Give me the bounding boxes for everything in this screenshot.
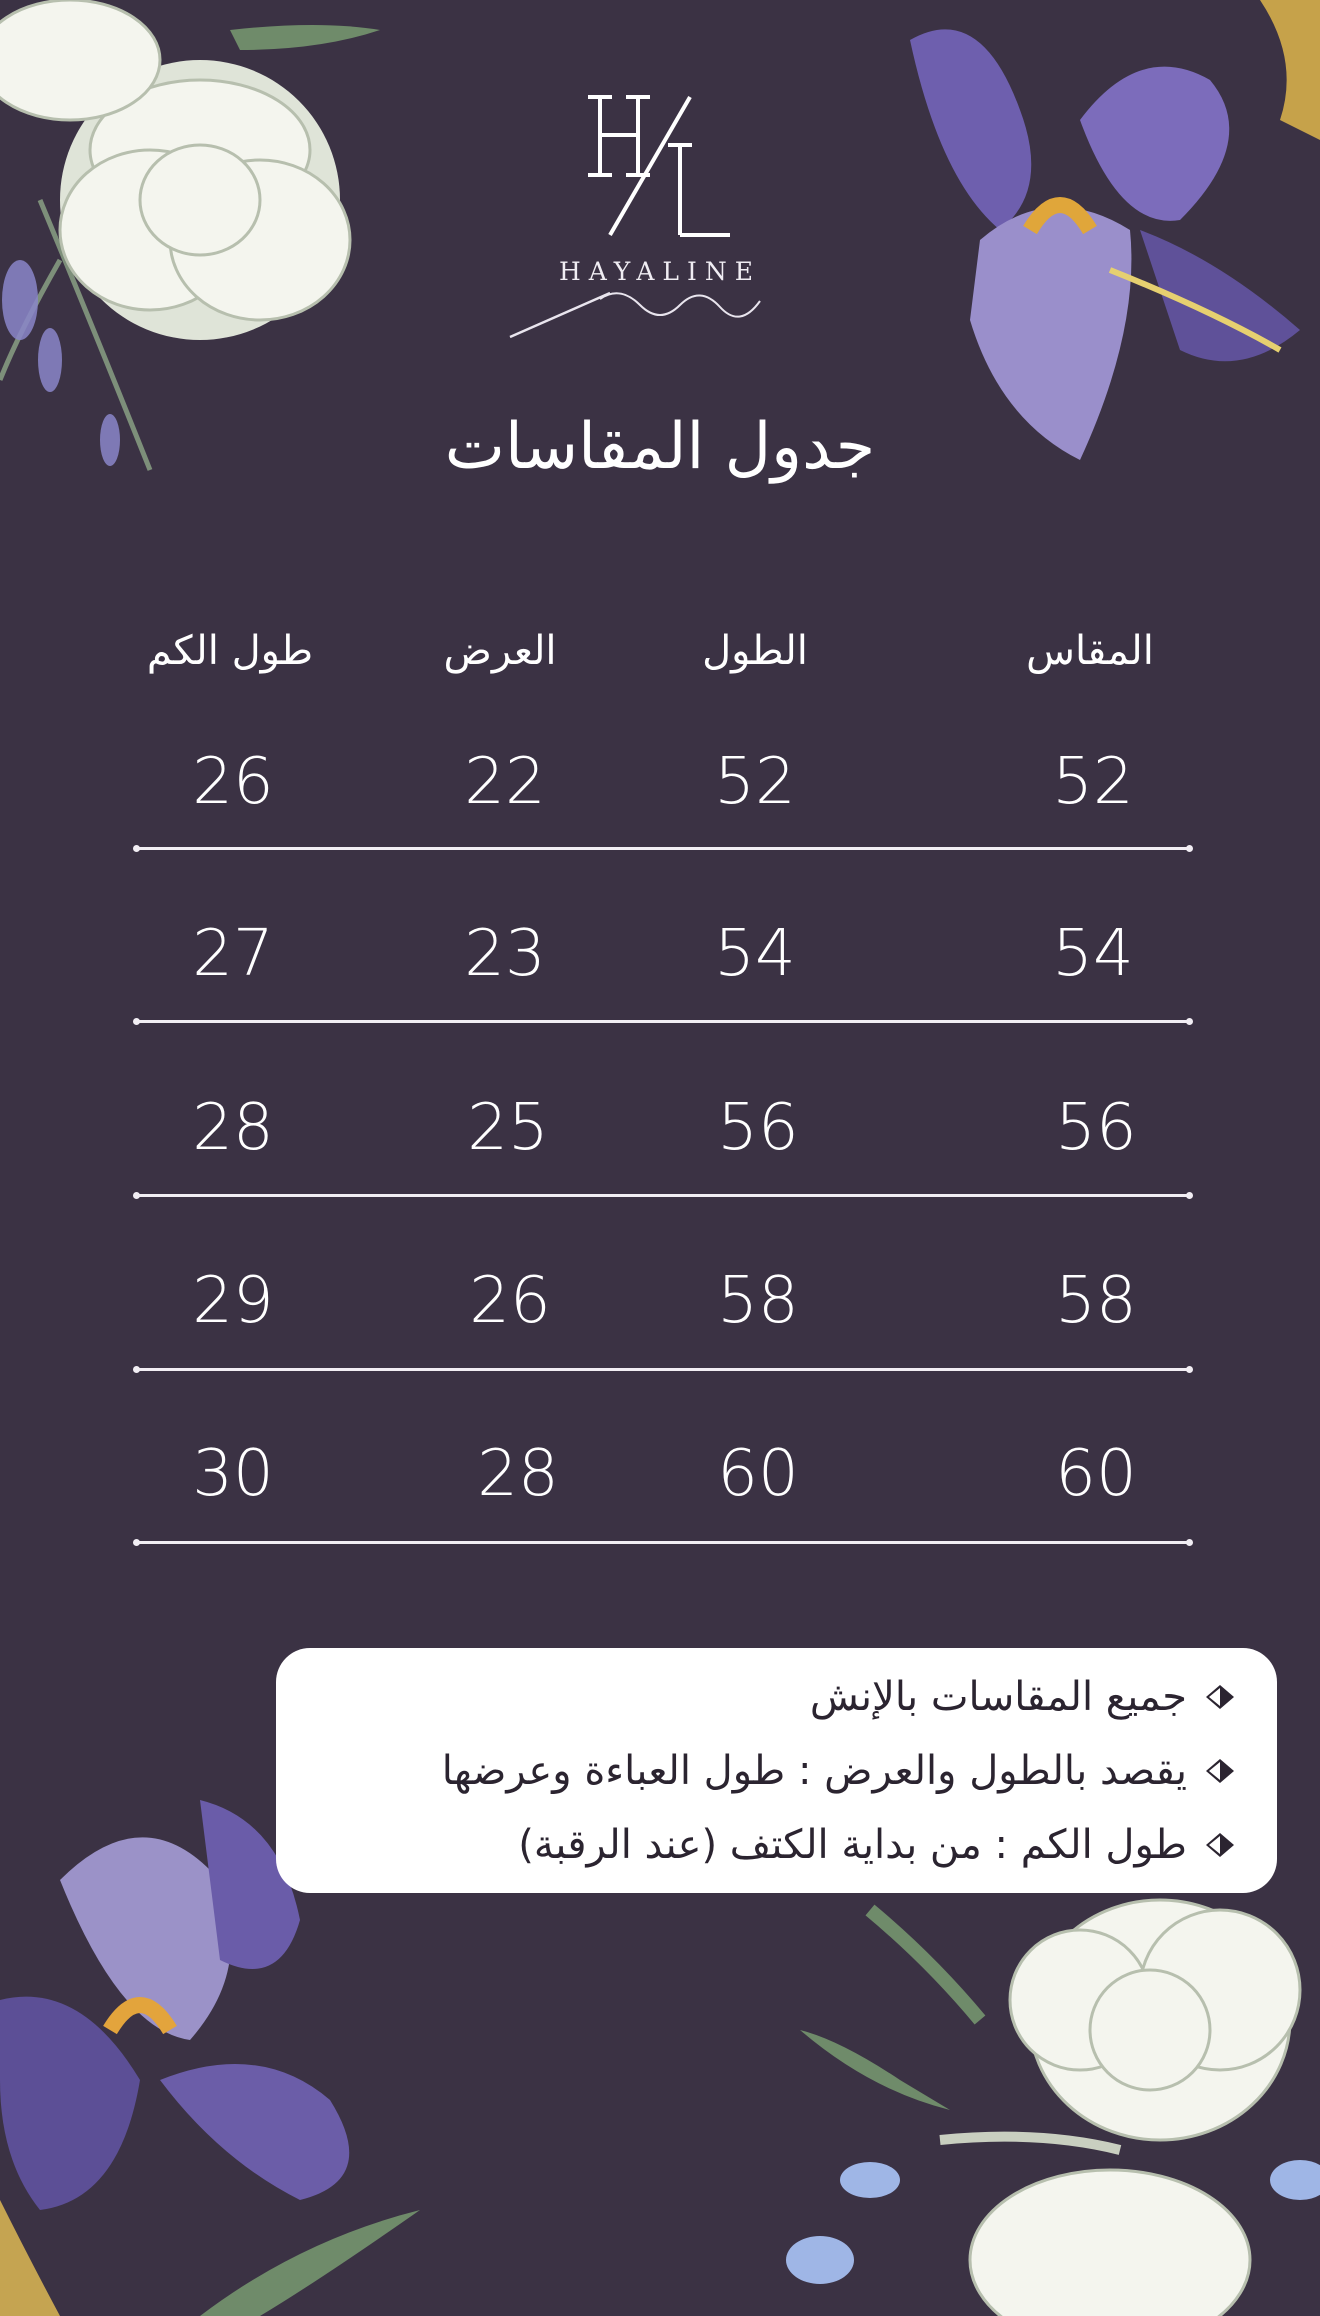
row-divider [136, 1541, 1190, 1544]
diamond-bullet-icon [1203, 1682, 1237, 1712]
table-cell: 58 [717, 1264, 799, 1338]
note-text: يقصد بالطول والعرض : طول العباءة وعرضها [441, 1748, 1187, 1794]
table-cell: 25 [467, 1091, 549, 1165]
table-cell: 52 [714, 745, 796, 819]
iris-decoration-top-right [880, 0, 1320, 480]
table-cell: 56 [1055, 1091, 1137, 1165]
table-cell: 27 [192, 917, 274, 991]
table-cell: 26 [192, 745, 274, 819]
table-cell: 26 [469, 1264, 551, 1338]
table-cell: 52 [1052, 745, 1134, 819]
row-divider [136, 847, 1190, 850]
flower-decoration-top-left [0, 0, 400, 480]
table-cell: 30 [192, 1437, 274, 1511]
header-size: المقاس [1026, 628, 1154, 674]
note-item [442, 1748, 1237, 1794]
note-text: جميع المقاسات بالإنش [809, 1674, 1187, 1720]
table-cell: 28 [477, 1437, 559, 1511]
row-divider [136, 1194, 1190, 1197]
header-sleeve-length: طول الكم [146, 628, 314, 674]
row-divider [136, 1368, 1190, 1371]
table-cell: 28 [192, 1091, 274, 1165]
brand-name: HAYALINE [558, 257, 762, 286]
brand-logo [520, 85, 800, 355]
diamond-bullet-icon [1203, 1756, 1237, 1786]
table-cell: 23 [464, 917, 546, 991]
table-cell: 60 [1055, 1437, 1137, 1511]
needle-thread-icon [500, 285, 800, 345]
page-title: جدول المقاسات [444, 410, 876, 484]
table-cell: 54 [1052, 917, 1134, 991]
table-cell: 58 [1055, 1264, 1137, 1338]
note-text: طول الكم : من بداية الكتف (عند الرقبة) [518, 1822, 1187, 1868]
header-length: الطول [702, 628, 808, 674]
row-divider [136, 1020, 1190, 1023]
table-cell: 56 [717, 1091, 799, 1165]
diamond-bullet-icon [1203, 1830, 1237, 1860]
notes-box [276, 1648, 1277, 1893]
table-cell: 29 [192, 1264, 274, 1338]
table-cell: 60 [717, 1437, 799, 1511]
header-width: العرض [443, 628, 557, 674]
table-cell: 54 [714, 917, 796, 991]
flower-decoration-bottom-right [780, 1880, 1320, 2316]
note-item [518, 1822, 1237, 1868]
hl-monogram-icon [580, 85, 740, 245]
table-cell: 22 [464, 745, 546, 819]
note-item [810, 1674, 1237, 1720]
